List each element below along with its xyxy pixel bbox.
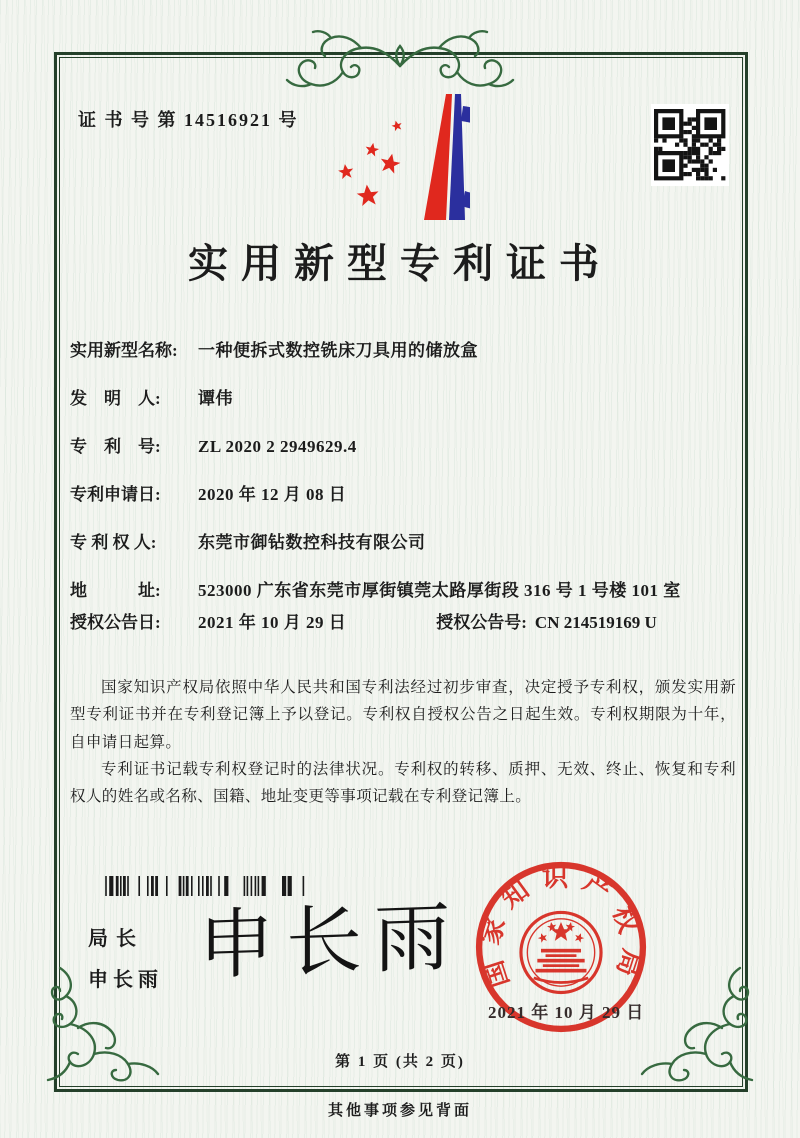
certificate-fields: [70, 338, 738, 636]
field-row-inventor: [70, 386, 738, 412]
signer-name: 申长雨: [88, 969, 163, 991]
handwritten-signature: 申长雨: [198, 895, 462, 989]
back-side-note: 其他事项参见背面: [327, 1103, 472, 1119]
page-number: 第 1 页 (共 2 页): [335, 1054, 465, 1070]
legal-paragraph: 专利证书记载专利权登记时的法律状况。专利权的转移、质押、无效、终止、恢复和专利权人的姓名或名称、国籍、地址变更等事项记载在专利登记簿上。: [70, 760, 736, 806]
field-label: 授权公告号:: [436, 613, 527, 632]
field-label: 专利申请日:: [70, 485, 161, 504]
seal-date: 2021 年 10 月 29 日: [488, 1003, 645, 1022]
field-row-patent-no: [70, 434, 738, 460]
field-row-grant-date: [70, 610, 738, 636]
field-label: 专 利 权 人:: [70, 533, 157, 552]
field-label: 授权公告日:: [70, 613, 161, 632]
field-value: 523000 广东省东莞市厚街镇莞太路厚街段 316 号 1 号楼 101 室: [198, 581, 681, 600]
field-value: 谭伟: [198, 389, 233, 408]
field-value: 2021 年 10 月 29 日: [198, 613, 347, 632]
legal-paragraph: 国家知识产权局依照中华人民共和国专利法经过初步审查，决定授予专利权，颁发实用新型专利证书并在专利登记簿上予以登记。专利权自授权公告之日起生效。专利权期限为十年，自申请日起算。: [70, 679, 736, 751]
field-value: 2020 年 12 月 08 日: [198, 485, 347, 504]
seal-text: 国家知识产权局: [474, 862, 648, 992]
qr-code: [651, 104, 729, 186]
field-label: 实用新型名称:: [70, 341, 178, 360]
field-row-address: [70, 578, 738, 604]
field-row-filing-date: [70, 482, 738, 508]
field-row-name: [70, 338, 738, 364]
field-label: 专 利 号:: [70, 437, 161, 456]
cnipa-logo-icon: [330, 88, 470, 228]
field-label: 发 明 人:: [70, 389, 161, 408]
field-value: 一种便拆式数控铣床刀具用的储放盒: [198, 341, 478, 360]
field-value: 东莞市御钻数控科技有限公司: [198, 533, 426, 552]
field-label: 地 址:: [70, 581, 161, 600]
field-grant-number: [436, 610, 657, 636]
field-value: ZL 2020 2 2949629.4: [198, 437, 357, 456]
national-emblem-icon: [521, 912, 601, 992]
field-value: CN 214519169 U: [534, 613, 657, 632]
legal-text: [70, 674, 736, 810]
field-row-patentee: [70, 530, 738, 556]
certificate-title: 实用新型专利证书: [188, 241, 612, 286]
signer-block: [88, 922, 163, 992]
signer-title: 局长: [88, 928, 144, 950]
certificate-number: 证 书 号 第 14516921 号: [78, 110, 299, 130]
